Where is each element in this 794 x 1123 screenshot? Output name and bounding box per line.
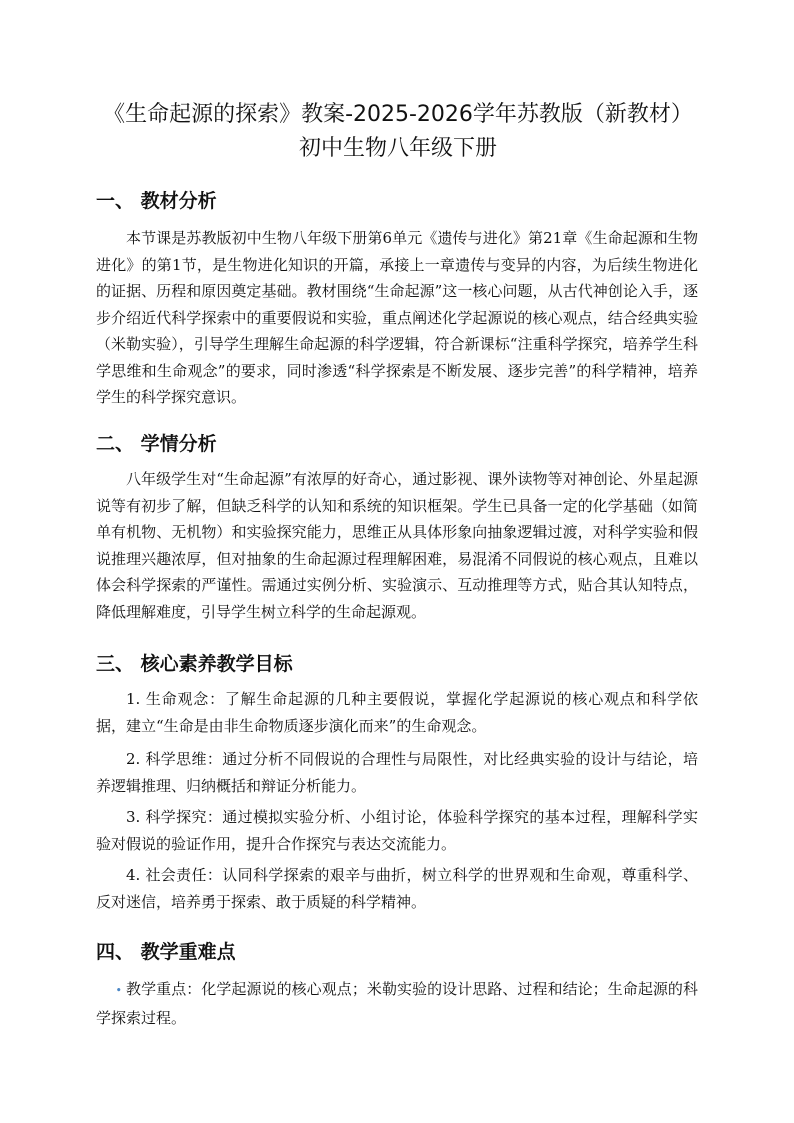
key-point-text: 教学重点：化学起源说的核心观点；米勒实验的设计思路、过程和结论；生命起源的科学探索过程。 [96, 980, 698, 1027]
goal-item: 4. 社会责任：认同科学探索的艰辛与曲折，树立科学的世界观和生命观，尊重科学、反对迷信，培养勇于探索、敢于质疑的科学精神。 [96, 866, 698, 911]
goal-item: 2. 科学思维：通过分析不同假说的合理性与局限性，对比经典实验的设计与结论，培养逻辑推理、归纳概括和辩证分析能力。 [96, 750, 698, 795]
bullet-icon: • [115, 984, 122, 997]
section-heading-teaching-goals: 三、 核心素养教学目标 [96, 653, 293, 675]
goal-item: 3. 科学探究：通过模拟实验分析、小组讨论，体验科学探究的基本过程，理解科学实验对假说的验证作用，提升合作探究与表达交流能力。 [96, 808, 698, 853]
key-point-item [96, 976, 698, 1031]
goal-item: 1. 生命观念：了解生命起源的几种主要假说，掌握化学起源说的核心观点和科学依据，建立“生命是由非生命物质逐步演化而来”的生命观念。 [96, 690, 698, 735]
section-heading-textbook-analysis: 一、 教材分析 [96, 190, 217, 212]
paragraph: 八年级学生对“生命起源”有浓厚的好奇心，通过影视、课外读物等对神创论、外星起源说等有初步了解，但缺乏科学的认知和系统的知识框架。学生已具备一定的化学基础（如简单有机物、无机物）和实验探究能力，思维正从具体形象向抽象逻辑过渡，对科学实验和假说推理兴趣浓厚，但对抽象的生命起源过程理解困难，易混淆不同假说的核心观点，且难以体会科学探索的严谨性。需通过实例分析、实验演示、互动推理等方式，贴合其认知特点，降低理解难度，引导学生树立科学的生命起源观。 [96, 470, 698, 621]
section-heading-student-analysis: 二、 学情分析 [96, 433, 217, 455]
document-title: 《生命起源的探索》教案-2025-2026学年苏教版（新教材）初中生物八年级下册 [103, 102, 693, 161]
section-heading-key-points: 四、 教学重难点 [96, 941, 236, 963]
paragraph: 本节课是苏教版初中生物八年级下册第6单元《遗传与进化》第21章《生命起源和生物进化》的第1节，是生物进化知识的开篇，承接上一章遗传与变异的内容，为后续生物进化的证据、历程和原因奠定基础。教材围绕“生命起源”这一核心问题，从古代神创论入手，逐步介绍近代科学探索中的重要假说和实验，重点阐述化学起源说的核心观点，结合经典实验（米勒实验），引导学生理解生命起源的科学逻辑，符合新课标“注重科学探究，培养学生科学思维和生命观念”的要求，同时渗透“科学探索是不断发展、逐步完善”的科学精神，培养学生的科学探究意识。 [96, 229, 698, 406]
